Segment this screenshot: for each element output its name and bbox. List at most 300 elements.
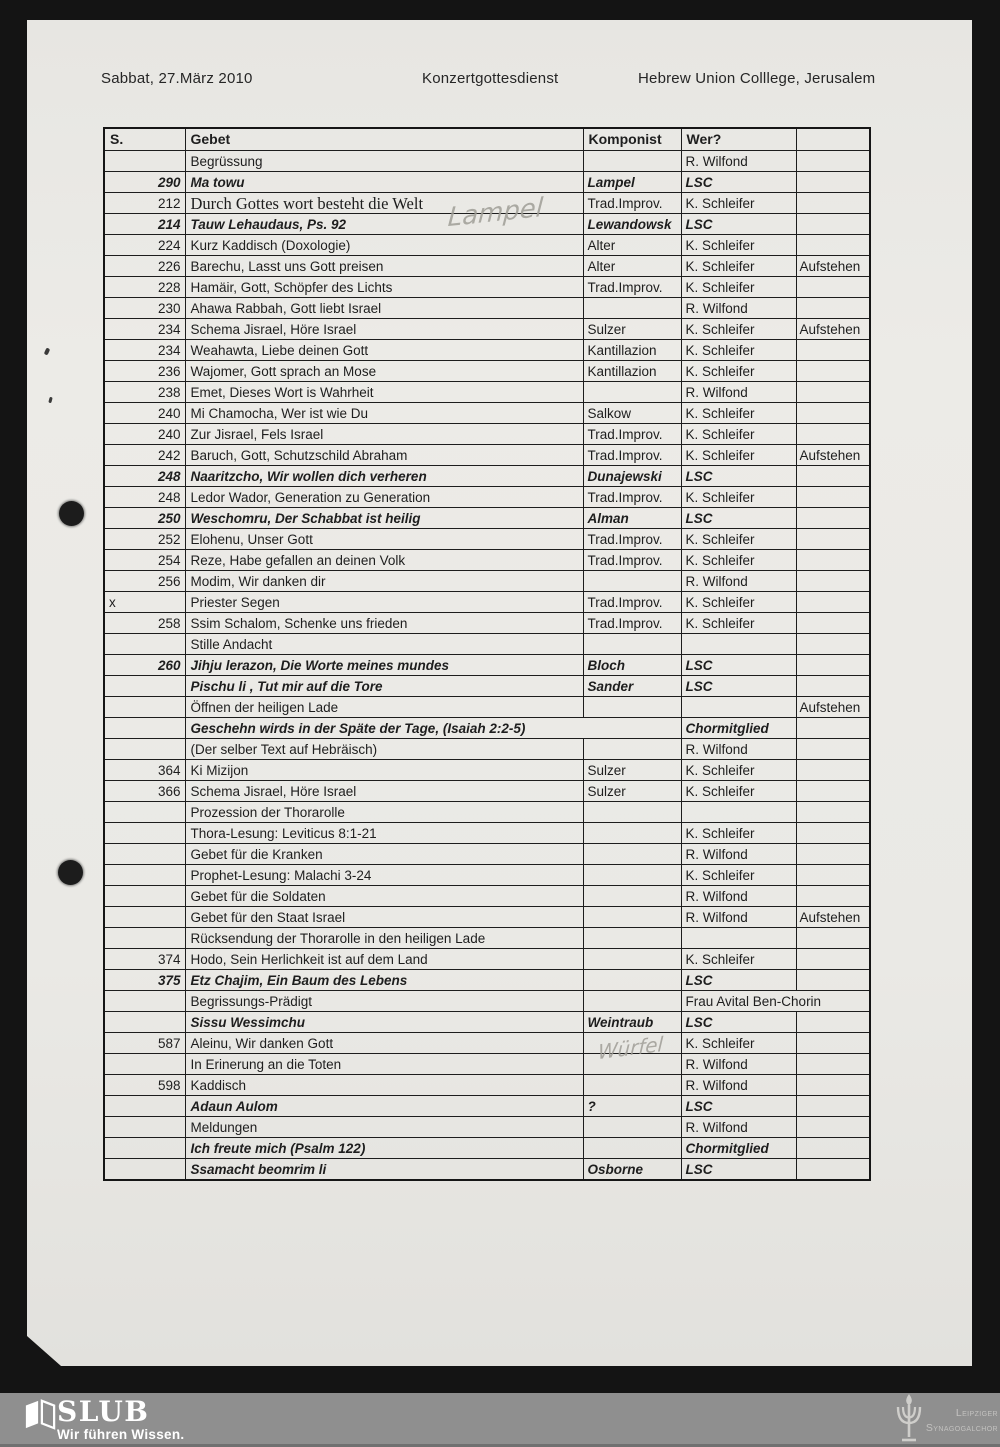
cell-page: [104, 991, 185, 1012]
cell-note: [796, 235, 870, 256]
cell-page: 212: [104, 193, 185, 214]
cell-gebet: Sissu Wessimchu: [185, 1012, 583, 1033]
table-row: [104, 571, 870, 592]
cell-wer: LSC: [681, 1096, 796, 1117]
cell-note: [796, 1138, 870, 1159]
cell-wer: K. Schleifer: [681, 361, 796, 382]
cell-note: [796, 1054, 870, 1075]
cell-komponist: [583, 739, 681, 760]
table-header-row: [104, 128, 870, 151]
cell-gebet: Begrissungs-Prädigt: [185, 991, 583, 1012]
cell-page: 242: [104, 445, 185, 466]
cell-wer: R. Wilfond: [681, 739, 796, 760]
cell-wer: [681, 634, 796, 655]
table-row: [104, 760, 870, 781]
cell-note: [796, 781, 870, 802]
cell-gebet: Mi Chamocha, Wer ist wie Du: [185, 403, 583, 424]
cell-wer: LSC: [681, 508, 796, 529]
handwritten-annotation: Würfel: [597, 1031, 664, 1065]
cell-note: [796, 613, 870, 634]
cell-note: [796, 172, 870, 193]
choir-name-line1: Leipziger: [955, 1407, 998, 1419]
cell-note: [796, 655, 870, 676]
cell-note: [796, 802, 870, 823]
cell-page: 256: [104, 571, 185, 592]
table-row: [104, 424, 870, 445]
table-row: [104, 172, 870, 193]
cell-wer: Chormitglied: [681, 718, 796, 739]
cell-page: x: [104, 592, 185, 613]
cell-note: [796, 382, 870, 403]
cell-komponist: Trad.Improv.: [583, 592, 681, 613]
cell-komponist: Alman: [583, 508, 681, 529]
cell-page: [104, 844, 185, 865]
cell-page: 364: [104, 760, 185, 781]
table-row: [104, 151, 870, 172]
cell-page: [104, 1054, 185, 1075]
cell-page: [104, 676, 185, 697]
cell-note: Aufstehen: [796, 697, 870, 718]
cell-gebet: Ledor Wador, Generation zu Generation: [185, 487, 583, 508]
cell-note: Aufstehen: [796, 907, 870, 928]
table-row: [104, 613, 870, 634]
cell-gebet: Hamäir, Gott, Schöpfer des Lichts: [185, 277, 583, 298]
cell-note: [796, 1075, 870, 1096]
cell-wer: K. Schleifer: [681, 613, 796, 634]
cell-komponist: [583, 802, 681, 823]
table-row: [104, 592, 870, 613]
cell-gebet: Naaritzcho, Wir wollen dich verheren: [185, 466, 583, 487]
cell-komponist: [583, 571, 681, 592]
cell-komponist: [583, 697, 681, 718]
cell-note: [796, 1012, 870, 1033]
cell-wer: K. Schleifer: [681, 592, 796, 613]
cell-note: [796, 1159, 870, 1181]
program-table-body: [104, 151, 870, 1181]
cell-komponist: Osborne: [583, 1159, 681, 1181]
cell-page: 254: [104, 550, 185, 571]
handwritten-annotation: Lampel: [446, 192, 545, 234]
column-header-s: S.: [104, 128, 185, 151]
table-row: [104, 298, 870, 319]
cell-wer: K. Schleifer: [681, 760, 796, 781]
cell-gebet: Gebet für den Staat Israel: [185, 907, 583, 928]
table-row: [104, 277, 870, 298]
cell-page: 366: [104, 781, 185, 802]
column-header-gebet: Gebet: [185, 128, 583, 151]
table-row: [104, 1159, 870, 1181]
cell-komponist: [583, 949, 681, 970]
cell-page: 228: [104, 277, 185, 298]
table-row: [104, 844, 870, 865]
cell-komponist: [583, 865, 681, 886]
cell-page: 214: [104, 214, 185, 235]
cell-komponist: Alter: [583, 235, 681, 256]
slub-book-icon: [24, 1398, 56, 1430]
cell-gebet: Meldungen: [185, 1117, 583, 1138]
cell-komponist: Kantillazion: [583, 361, 681, 382]
cell-komponist: Sander: [583, 676, 681, 697]
cell-komponist: Salkow: [583, 403, 681, 424]
cell-wer: R. Wilfond: [681, 907, 796, 928]
cell-page: 375: [104, 970, 185, 991]
table-row: [104, 697, 870, 718]
cell-note: [796, 865, 870, 886]
cell-note: [796, 1033, 870, 1054]
hole-punch-top: [59, 501, 84, 526]
table-row: [104, 529, 870, 550]
cell-wer: LSC: [681, 1012, 796, 1033]
choir-logo-text: [918, 1406, 998, 1436]
cell-note: [796, 571, 870, 592]
cell-wer: R. Wilfond: [681, 571, 796, 592]
cell-page: [104, 634, 185, 655]
cell-gebet: Schema Jisrael, Höre Israel: [185, 781, 583, 802]
cell-gebet: Aleinu, Wir danken Gott: [185, 1033, 583, 1054]
table-row: [104, 949, 870, 970]
table-row: [104, 886, 870, 907]
table-row: [104, 361, 870, 382]
cell-komponist: [583, 1075, 681, 1096]
table-row: [104, 1138, 870, 1159]
cell-page: 598: [104, 1075, 185, 1096]
cell-wer: [681, 928, 796, 949]
table-row: [104, 970, 870, 991]
cell-wer: R. Wilfond: [681, 1075, 796, 1096]
cell-komponist: [583, 298, 681, 319]
cell-page: 248: [104, 466, 185, 487]
cell-note: [796, 361, 870, 382]
cell-gebet: Wajomer, Gott sprach an Mose: [185, 361, 583, 382]
document-location: Hebrew Union Colllege, Jerusalem: [638, 70, 876, 87]
cell-gebet: Etz Chajim, Ein Baum des Lebens: [185, 970, 583, 991]
cell-komponist: Sulzer: [583, 760, 681, 781]
cell-komponist: Trad.Improv.: [583, 424, 681, 445]
cell-komponist: [583, 151, 681, 172]
cell-page: 230: [104, 298, 185, 319]
program-table: [103, 127, 871, 1181]
cell-komponist: Trad.Improv.: [583, 277, 681, 298]
cell-note: [796, 718, 870, 739]
cell-wer: R. Wilfond: [681, 1054, 796, 1075]
cell-komponist: Sulzer: [583, 781, 681, 802]
cell-note: [796, 508, 870, 529]
cell-note: [796, 634, 870, 655]
paper-speck: [48, 397, 52, 404]
cell-komponist: Alter: [583, 256, 681, 277]
cell-komponist: [583, 1138, 681, 1159]
cell-wer: LSC: [681, 466, 796, 487]
table-row: [104, 382, 870, 403]
cell-gebet: Weschomru, Der Schabbat ist heilig: [185, 508, 583, 529]
cell-note: [796, 739, 870, 760]
cell-gebet: Zur Jisrael, Fels Israel: [185, 424, 583, 445]
cell-gebet: Pischu li , Tut mir auf die Tore: [185, 676, 583, 697]
cell-gebet: Stille Andacht: [185, 634, 583, 655]
document-date: Sabbat, 27.März 2010: [101, 70, 253, 87]
cell-note: [796, 550, 870, 571]
cell-note: Aufstehen: [796, 445, 870, 466]
column-header-wer: Wer?: [681, 128, 796, 151]
cell-page: [104, 1012, 185, 1033]
cell-page: 240: [104, 403, 185, 424]
table-row: [104, 466, 870, 487]
cell-komponist: Weintraub: [583, 1012, 681, 1033]
cell-gebet: Thora-Lesung: Leviticus 8:1-21: [185, 823, 583, 844]
cell-page: [104, 823, 185, 844]
cell-komponist: [583, 907, 681, 928]
cell-page: [104, 1138, 185, 1159]
table-row: [104, 865, 870, 886]
cell-komponist: [583, 382, 681, 403]
paper-speck: [44, 347, 51, 355]
cell-gebet: Adaun Aulom: [185, 1096, 583, 1117]
cell-wer: R. Wilfond: [681, 844, 796, 865]
cell-gebet: Kaddisch: [185, 1075, 583, 1096]
cell-gebet: Ssim Schalom, Schenke uns frieden: [185, 613, 583, 634]
cell-wer: K. Schleifer: [681, 529, 796, 550]
cell-note: [796, 424, 870, 445]
cell-page: [104, 1159, 185, 1181]
cell-page: [104, 886, 185, 907]
cell-komponist: [583, 823, 681, 844]
cell-gebet: Geschehn wirds in der Späte der Tage, (Isaiah 2:2-5): [185, 718, 681, 739]
cell-wer: K. Schleifer: [681, 781, 796, 802]
cell-note: [796, 151, 870, 172]
cell-page: 260: [104, 655, 185, 676]
table-row: [104, 802, 870, 823]
cell-wer: R. Wilfond: [681, 1117, 796, 1138]
table-row: [104, 340, 870, 361]
cell-page: [104, 907, 185, 928]
cell-wer: Chormitglied: [681, 1138, 796, 1159]
cell-komponist: Trad.Improv.: [583, 193, 681, 214]
table-row: [104, 487, 870, 508]
cell-komponist: [583, 970, 681, 991]
cell-gebet: Barechu, Lasst uns Gott preisen: [185, 256, 583, 277]
cell-gebet: Ma towu: [185, 172, 583, 193]
cell-wer: K. Schleifer: [681, 277, 796, 298]
cell-komponist: Kantillazion: [583, 340, 681, 361]
cell-page: 252: [104, 529, 185, 550]
cell-note: [796, 529, 870, 550]
cell-page: 234: [104, 319, 185, 340]
cell-komponist: Trad.Improv.: [583, 529, 681, 550]
cell-note: Aufstehen: [796, 319, 870, 340]
cell-page: [104, 865, 185, 886]
cell-wer: K. Schleifer: [681, 823, 796, 844]
cell-komponist: Lewandowsk: [583, 214, 681, 235]
cell-page: 374: [104, 949, 185, 970]
cell-wer: LSC: [681, 1159, 796, 1181]
cell-gebet: Ssamacht beomrim li: [185, 1159, 583, 1181]
cell-page: 234: [104, 340, 185, 361]
document-title: Konzertgottesdienst: [422, 70, 559, 87]
cell-page: 290: [104, 172, 185, 193]
table-row: [104, 1117, 870, 1138]
cell-page: [104, 802, 185, 823]
cell-note: [796, 1117, 870, 1138]
cell-note: [796, 760, 870, 781]
table-row: [104, 508, 870, 529]
column-header-note: [796, 128, 870, 151]
cell-gebet: Öffnen der heiligen Lade: [185, 697, 583, 718]
table-row: [104, 1054, 870, 1075]
choir-name-line2: Synagogalchor: [925, 1422, 998, 1434]
cell-wer: [681, 802, 796, 823]
hole-punch-bottom: [58, 860, 83, 885]
cell-note: [796, 823, 870, 844]
cell-note: [796, 466, 870, 487]
cell-gebet: Modim, Wir danken dir: [185, 571, 583, 592]
table-row: [104, 256, 870, 277]
cell-komponist: [583, 928, 681, 949]
cell-note: [796, 277, 870, 298]
cell-komponist: Trad.Improv.: [583, 550, 681, 571]
cell-wer: LSC: [681, 970, 796, 991]
table-row: [104, 907, 870, 928]
table-row: [104, 634, 870, 655]
cell-wer: K. Schleifer: [681, 319, 796, 340]
cell-wer: K. Schleifer: [681, 550, 796, 571]
cell-page: [104, 718, 185, 739]
cell-komponist: [583, 634, 681, 655]
cell-gebet: Priester Segen: [185, 592, 583, 613]
cell-gebet: Kurz Kaddisch (Doxologie): [185, 235, 583, 256]
table-row: [104, 718, 870, 739]
table-row: [104, 739, 870, 760]
cell-note: [796, 886, 870, 907]
cell-wer: LSC: [681, 172, 796, 193]
cell-gebet: Elohenu, Unser Gott: [185, 529, 583, 550]
cell-gebet: Begrüssung: [185, 151, 583, 172]
cell-gebet: Gebet für die Soldaten: [185, 886, 583, 907]
cell-gebet: Hodo, Sein Herlichkeit ist auf dem Land: [185, 949, 583, 970]
table-row: [104, 991, 870, 1012]
cell-note: [796, 970, 870, 991]
cell-komponist: [583, 886, 681, 907]
cell-wer: K. Schleifer: [681, 235, 796, 256]
cell-wer: R. Wilfond: [681, 298, 796, 319]
cell-page: 248: [104, 487, 185, 508]
cell-gebet: Durch Gottes wort besteht die Welt: [185, 193, 583, 214]
table-row: [104, 235, 870, 256]
cell-page: 587: [104, 1033, 185, 1054]
cell-note: [796, 928, 870, 949]
cell-gebet: Baruch, Gott, Schutzschild Abraham: [185, 445, 583, 466]
table-row: [104, 445, 870, 466]
cell-komponist: [583, 844, 681, 865]
cell-wer: LSC: [681, 655, 796, 676]
table-row: [104, 1033, 870, 1054]
cell-note: [796, 844, 870, 865]
cell-komponist: Trad.Improv.: [583, 613, 681, 634]
cell-gebet: Prophet-Lesung: Malachi 3-24: [185, 865, 583, 886]
cell-page: 250: [104, 508, 185, 529]
cell-gebet: Prozession der Thorarolle: [185, 802, 583, 823]
cell-note: [796, 214, 870, 235]
cell-wer: K. Schleifer: [681, 256, 796, 277]
cell-gebet: Gebet für die Kranken: [185, 844, 583, 865]
cell-gebet: In Erinerung an die Toten: [185, 1054, 583, 1075]
cell-komponist: [583, 991, 681, 1012]
table-row: [104, 781, 870, 802]
cell-komponist: [583, 1117, 681, 1138]
cell-gebet: Reze, Habe gefallen an deinen Volk: [185, 550, 583, 571]
cell-wer: K. Schleifer: [681, 340, 796, 361]
cell-page: [104, 739, 185, 760]
cell-gebet: Tauw Lehaudaus, Ps. 92: [185, 214, 583, 235]
cell-page: [104, 1096, 185, 1117]
cell-gebet: Schema Jisrael, Höre Israel: [185, 319, 583, 340]
cell-gebet: (Der selber Text auf Hebräisch): [185, 739, 583, 760]
cell-wer: K. Schleifer: [681, 1033, 796, 1054]
cell-gebet: Weahawta, Liebe deinen Gott: [185, 340, 583, 361]
table-row: [104, 1096, 870, 1117]
cell-note: [796, 298, 870, 319]
cell-note: [796, 592, 870, 613]
column-header-komponist: Komponist: [583, 128, 681, 151]
cell-wer: K. Schleifer: [681, 424, 796, 445]
cell-page: [104, 697, 185, 718]
cell-wer: K. Schleifer: [681, 403, 796, 424]
cell-page: [104, 928, 185, 949]
table-row: [104, 1075, 870, 1096]
cell-wer: LSC: [681, 676, 796, 697]
cell-komponist: Lampel: [583, 172, 681, 193]
table-row: [104, 1012, 870, 1033]
cell-wer: [681, 697, 796, 718]
cell-wer: K. Schleifer: [681, 193, 796, 214]
cell-note: Aufstehen: [796, 256, 870, 277]
cell-page: 226: [104, 256, 185, 277]
cell-note: [796, 403, 870, 424]
cell-wer: Frau Avital Ben-Chorin: [681, 991, 870, 1012]
cell-gebet: Ich freute mich (Psalm 122): [185, 1138, 583, 1159]
slub-tagline: Wir führen Wissen.: [57, 1427, 185, 1442]
cell-wer: K. Schleifer: [681, 445, 796, 466]
cell-wer: K. Schleifer: [681, 865, 796, 886]
cell-gebet: Emet, Dieses Wort is Wahrheit: [185, 382, 583, 403]
table-row: [104, 823, 870, 844]
slub-logo-text: SLUB: [57, 1395, 150, 1428]
cell-gebet: Rücksendung der Thorarolle in den heiligen Lade: [185, 928, 583, 949]
cell-wer: R. Wilfond: [681, 886, 796, 907]
cell-komponist: Bloch: [583, 655, 681, 676]
table-row: [104, 928, 870, 949]
cell-page: 240: [104, 424, 185, 445]
cell-note: [796, 340, 870, 361]
cell-komponist: Dunajewski: [583, 466, 681, 487]
cell-komponist: Sulzer: [583, 319, 681, 340]
cell-gebet: Ahawa Rabbah, Gott liebt Israel: [185, 298, 583, 319]
cell-wer: R. Wilfond: [681, 382, 796, 403]
cell-page: [104, 1117, 185, 1138]
cell-wer: K. Schleifer: [681, 487, 796, 508]
cell-gebet: Jihju lerazon, Die Worte meines mundes: [185, 655, 583, 676]
cell-page: 236: [104, 361, 185, 382]
cell-komponist: Trad.Improv.: [583, 445, 681, 466]
cell-gebet: Ki Mizijon: [185, 760, 583, 781]
cell-wer: LSC: [681, 214, 796, 235]
table-row: [104, 319, 870, 340]
cell-wer: R. Wilfond: [681, 151, 796, 172]
cell-page: 238: [104, 382, 185, 403]
cell-komponist: Trad.Improv.: [583, 487, 681, 508]
cell-note: [796, 676, 870, 697]
cell-note: [796, 1096, 870, 1117]
table-row: [104, 676, 870, 697]
